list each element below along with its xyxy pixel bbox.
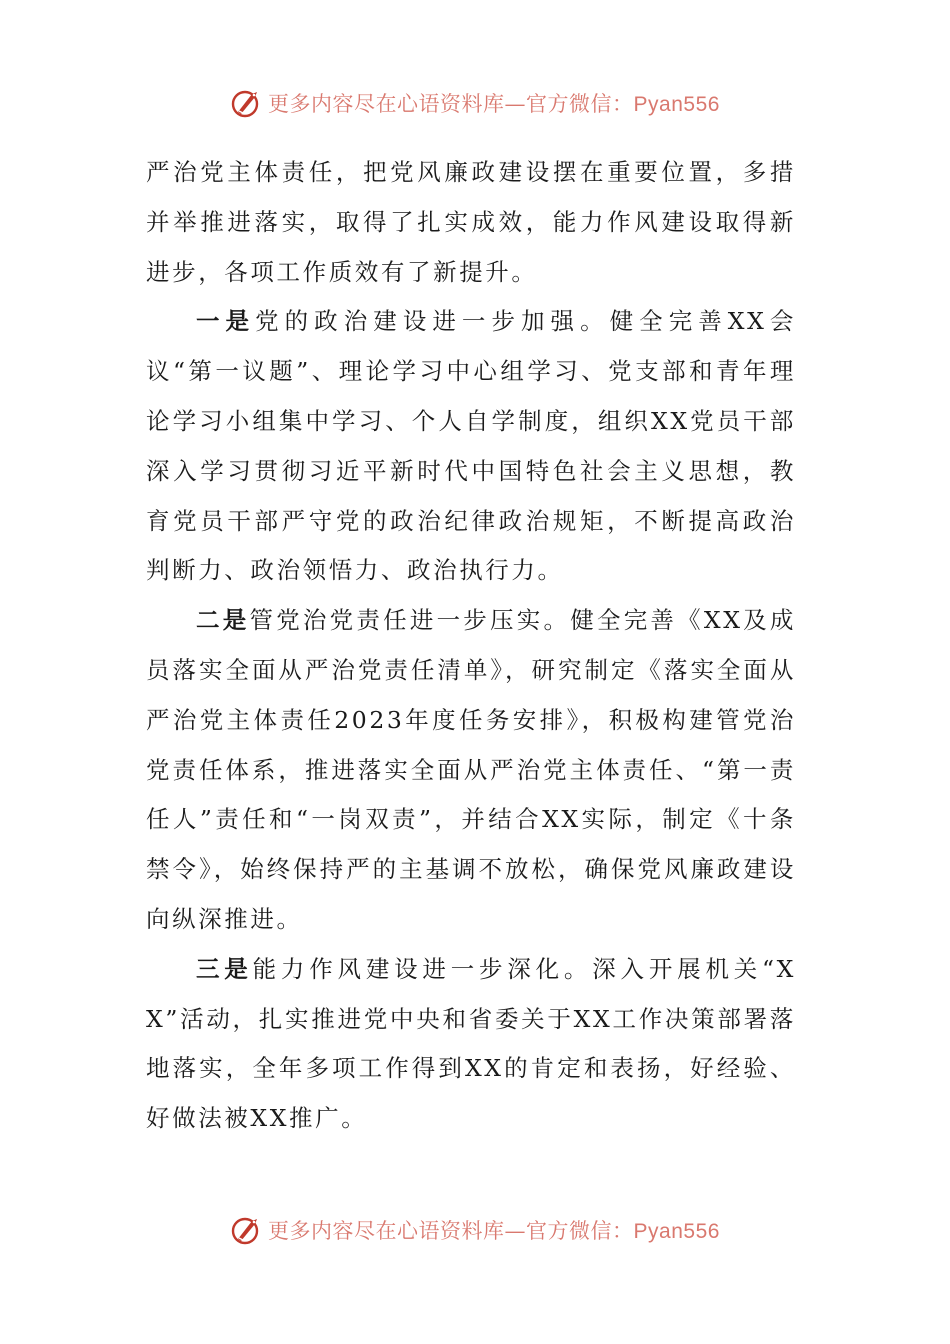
banner-text <box>268 88 720 118</box>
banner-text <box>268 1215 720 1245</box>
document-body <box>146 148 796 1144</box>
paragraph-two <box>146 596 796 945</box>
paragraph-three <box>146 945 796 1144</box>
paragraph-lead: 一是 <box>196 307 256 336</box>
pen-nib-circle-icon <box>230 86 264 120</box>
wechat-id: Pyan556 <box>633 93 720 116</box>
header-banner <box>0 83 950 123</box>
paragraph-text: 管党治党责任进一步压实。健全完善《XX及成员落实全面从严治党责任清单》，研究制定《落实全面从严治党主体责任2023年度任务安排》，积极构建管党治党责任体系，推进落实全面从严治党主体责任、“第一责任人”责任和“一岗双责”，并结合XX实际，制定《十条禁令》，始终保持严的主基调不放松，确保党风廉政建设向纵深推进。 <box>146 606 797 933</box>
pen-nib-circle-icon <box>230 1213 264 1247</box>
footer-banner <box>0 1210 950 1250</box>
banner-label: 更多内容尽在心语资料库—官方微信： <box>268 92 634 116</box>
paragraph-text: 严治党主体责任，把党风廉政建设摆在重要位置，多措并举推进落实，取得了扎实成效，能力作风建设取得新进步，各项工作质效有了新提升。 <box>146 158 796 286</box>
paragraph-one <box>146 297 796 596</box>
banner-label: 更多内容尽在心语资料库—官方微信： <box>268 1219 634 1243</box>
paragraph-lead: 三是 <box>196 954 253 983</box>
paragraph-text: 能力作风建设进一步深化。深入开展机关“XX”活动，扎实推进党中央和省委关于XX工作决策部署落地落实，全年多项工作得到XX的肯定和表扬，好经验、好做法被XX推广。 <box>146 954 796 1133</box>
paragraph-text: 党的政治建设进一步加强。健全完善XX会议“第一议题”、理论学习中心组学习、党支部和青年理论学习小组集中学习、个人自学制度，组织XX党员干部深入学习贯彻习近平新时代中国特色社会主义思想，教育党员干部严守党的政治纪律政治规矩，不断提高政治判断力、政治领悟力、政治执行力。 <box>146 307 797 585</box>
paragraph-lead: 二是 <box>196 606 250 635</box>
paragraph-continued <box>146 148 796 297</box>
wechat-id: Pyan556 <box>633 1220 720 1243</box>
